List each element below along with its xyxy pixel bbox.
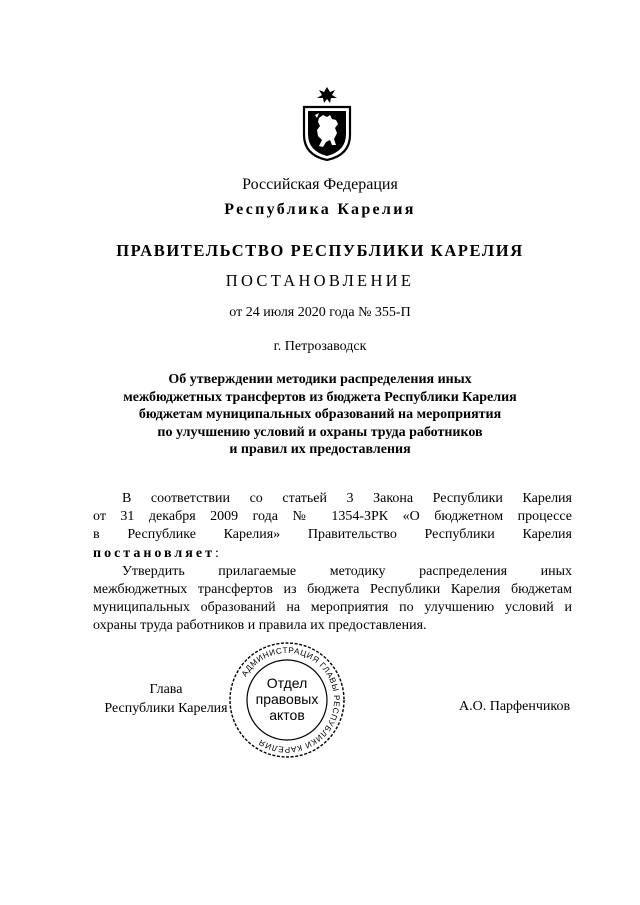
body-line: Утвердить прилагаемые методику распределения иных [122, 563, 572, 579]
body-line: муниципальных образований на мероприятия по улучшению условий и [93, 600, 572, 616]
title-line: межбюджетных трансфертов из бюджета Республики Карелия [123, 389, 517, 405]
title-line: и правил их предоставления [229, 442, 411, 457]
title-line: по улучшению условий и охраны труда работников [157, 424, 483, 440]
legal-department-stamp [228, 641, 346, 759]
document-city: г. Петрозаводск [273, 339, 367, 354]
government-name: ПРАВИТЕЛЬСТВО РЕСПУБЛИКИ КАРЕЛИЯ [116, 241, 524, 260]
position-line: Республики Карелия [104, 700, 228, 716]
document-title [0, 371, 640, 459]
signatory-position [91, 681, 241, 718]
country-name: Российская Федерация [242, 176, 398, 193]
body-line: в Республике Карелия» Правительство Республики Карелия [93, 527, 572, 543]
title-line: бюджетам муниципальных образований на мероприятия [138, 407, 502, 422]
decree-colon: : [214, 545, 219, 561]
republic-name: Республика Карелия [224, 201, 416, 218]
stamp-line: актов [269, 707, 305, 723]
stamp-line: Отдел [266, 675, 308, 691]
stamp-ring-text: АДМИНИСТРАЦИЯ ГЛАВЫ РЕСПУБЛИКИ КАРЕЛИЯ [239, 645, 342, 755]
position-line: Глава [149, 682, 183, 697]
karelia-coat-of-arms-icon [301, 87, 353, 161]
signatory-name: А.О. Парфенчиков [459, 699, 571, 714]
body-line: В соответствии со статьей 3 Закона Республики Карелия [122, 491, 572, 506]
body-line: охраны труда работников и правила их предоставления. [93, 618, 427, 634]
body-line: от 31 декабря 2009 года № 1354-ЗРК «О бюджетном процессе [93, 509, 572, 525]
decree-line [93, 545, 572, 563]
document-body [93, 490, 572, 636]
body-line: межбюджетных трансфертов из бюджета Республики Карелия бюджетам [93, 581, 572, 597]
stamp-line: правовых [255, 691, 319, 707]
document-type: ПОСТАНОВЛЕНИЕ [225, 271, 415, 290]
decree-word: постановляет [93, 545, 215, 561]
title-line: Об утверждении методики распределения иных [168, 372, 472, 387]
document-date-number: от 24 июля 2020 года № 355-П [229, 305, 411, 320]
